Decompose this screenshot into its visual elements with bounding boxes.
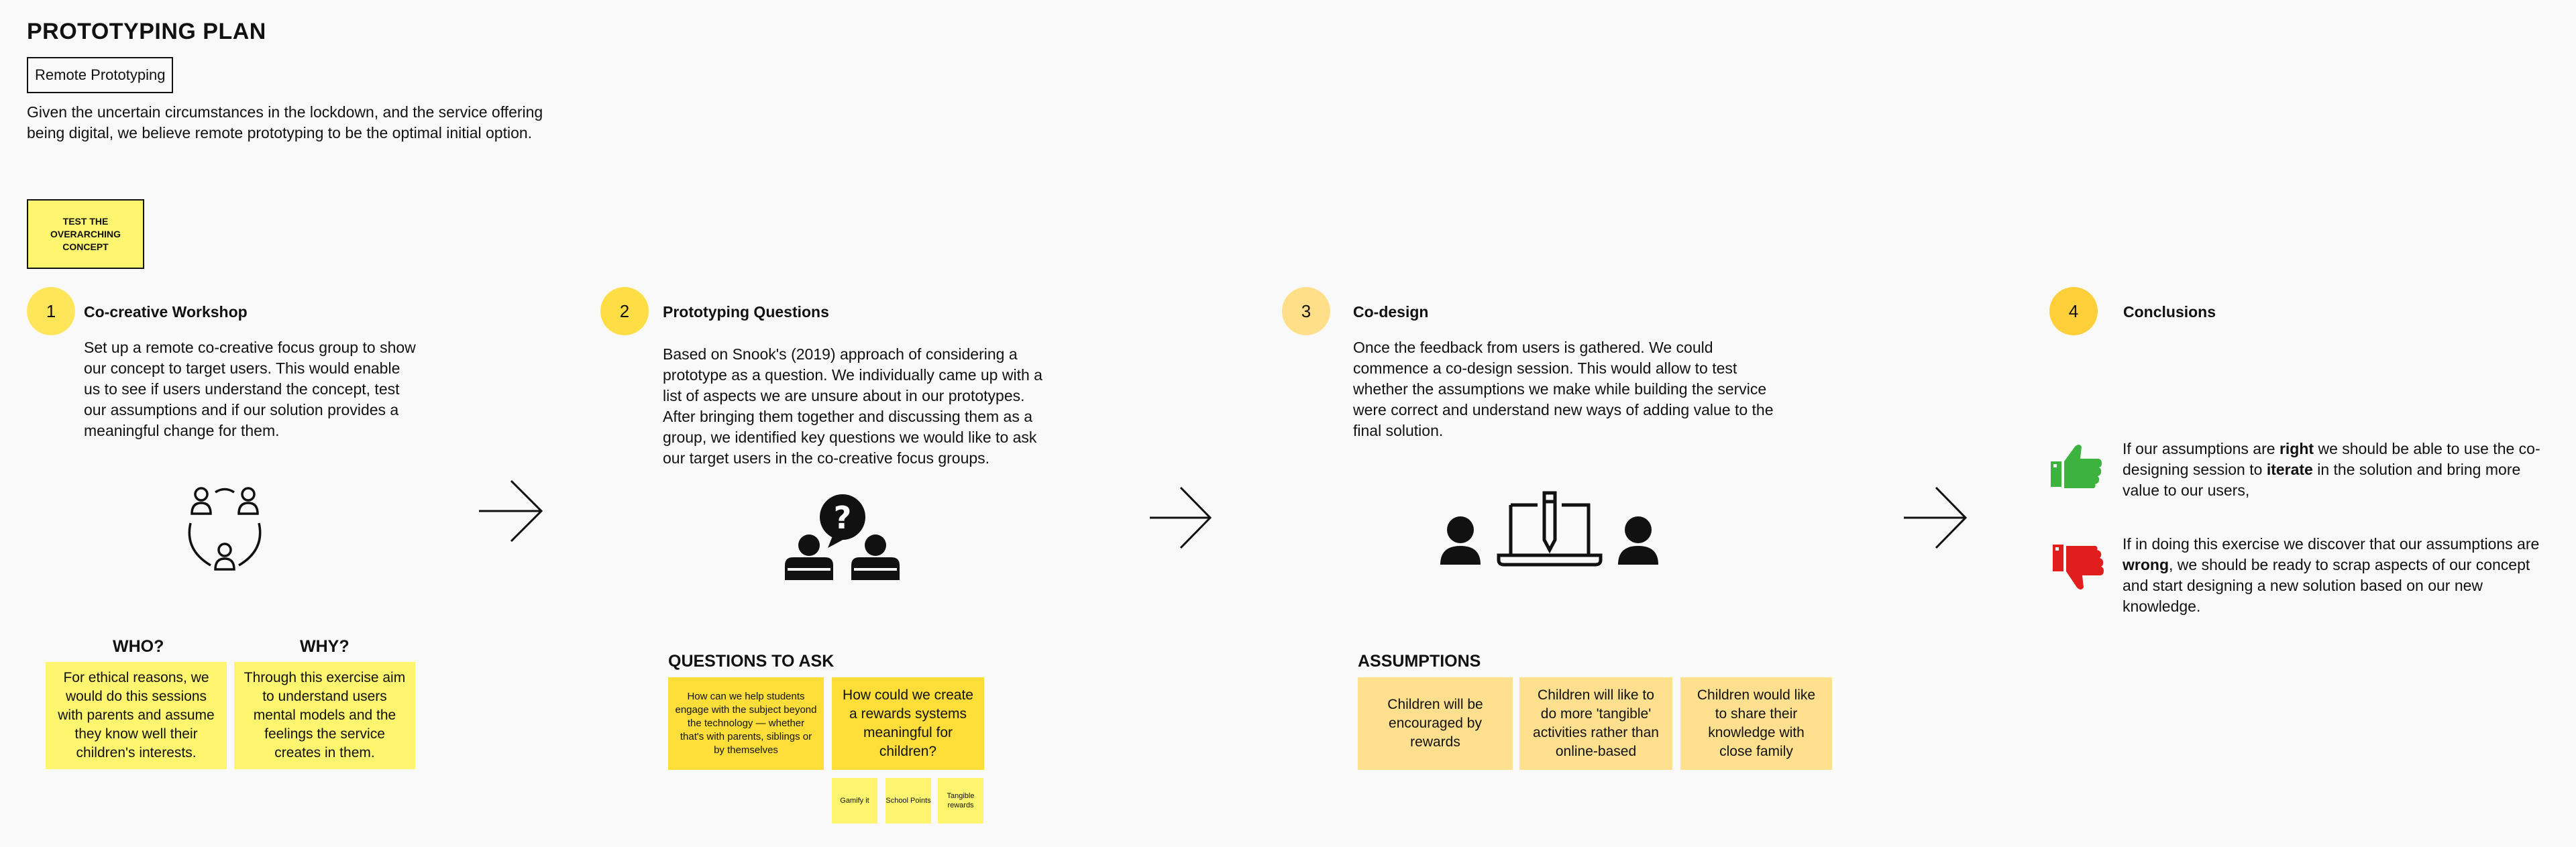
question-2-sticky: [832, 677, 984, 770]
assumption-3-text: Children would like to share their knowledge with close family: [1697, 687, 1816, 759]
assumptions-label: ASSUMPTIONS: [1358, 652, 1481, 671]
step-4-number: 4: [2049, 287, 2098, 335]
why-sticky-text: Through this exercise aim to understand users mental models and the feelings the service creates in them.: [244, 670, 406, 760]
conclusion-wrong-text: [2123, 534, 2559, 617]
question-1-sticky: [668, 677, 824, 770]
arrow-right-icon: [478, 477, 545, 545]
conclusion-wrong-bold-wrong: wrong: [2123, 556, 2169, 573]
who-sticky-text: For ethical reasons, we would do this sessions with parents and assume they know well their children's interests.: [58, 670, 215, 760]
questions-label: QUESTIONS TO ASK: [668, 652, 835, 671]
idea-tangible-rewards-text: Tangible rewards: [947, 792, 975, 809]
why-label: WHY?: [300, 637, 350, 656]
step-1-text: Set up a remote co-creative focus group to show our concept to target users. This would enable us to see if users understand the concept, test our assumptions and if our solution provides a meaningful change for them.: [84, 339, 416, 439]
conclusion-right-bold-iterate: iterate: [2266, 461, 2313, 478]
assumption-1-sticky: [1358, 677, 1513, 770]
step-3-text: Once the feedback from users is gathered. We could commence a co-design session. This would allow to test whether the assumptions we make while building the service were correct and understand new ways of adding value to the final solution.: [1353, 339, 1774, 439]
prototyping-type-tag: Remote Prototyping: [27, 57, 173, 93]
step-2-title: Prototyping Questions: [663, 303, 829, 321]
conclusion-right-text: [2123, 439, 2559, 501]
svg-text:?: ?: [833, 500, 852, 536]
step-3-number: 3: [1282, 287, 1330, 335]
step-3-title: Co-design: [1353, 303, 1429, 321]
idea-sticky-school-points: [885, 778, 931, 824]
who-label: WHO?: [113, 637, 164, 656]
assumption-1-text: Children will be encouraged by rewards: [1387, 697, 1483, 750]
question-1-text: How can we help students engage with the subject beyond the technology — whether that's with parents, siblings or by themselves: [675, 691, 817, 756]
arrow-right-icon: [1902, 484, 1968, 551]
conclusion-wrong-post: , we should be ready to scrap aspects of our concept and start designing a new solution based on our new knowledge.: [2123, 556, 2530, 615]
intro-text: Given the uncertain circumstances in the lockdown, and the service offering being digital, we believe remote prototyping to be the optimal initial option.: [27, 103, 543, 142]
idea-school-points-text: School Points: [885, 797, 931, 805]
thumbs-up-icon: [2049, 443, 2103, 490]
conclusion-right-mid: we should be able to use the co-designing session to: [2123, 440, 2540, 478]
assumption-3-sticky: [1680, 677, 1832, 770]
why-sticky-note: [234, 662, 415, 769]
step-1-number: 1: [27, 287, 75, 335]
question-2-text: How could we create a rewards systems meaningful for children?: [843, 687, 973, 759]
idea-sticky-tangible-rewards: [938, 778, 983, 824]
conclusion-wrong-pre: If in doing this exercise we discover that our assumptions are: [2123, 535, 2540, 553]
concept-sticky-note: [27, 199, 144, 269]
arrow-right-icon: [1148, 484, 1213, 551]
step-2-number: 2: [600, 287, 649, 335]
connected-people-icon: [181, 483, 268, 577]
co-design-icon: [1437, 490, 1665, 570]
who-sticky-note: [46, 662, 227, 769]
question-discussion-icon: [784, 493, 901, 580]
idea-sticky-gamify: [832, 778, 877, 824]
conclusion-right-post: in the solution and bring more value to our users,: [2123, 461, 2521, 499]
assumption-2-text: Children will like to do more 'tangible' activities rather than online-based: [1533, 687, 1659, 759]
conclusion-right-bold-right: right: [2279, 440, 2314, 457]
page-title: PROTOTYPING PLAN: [27, 19, 266, 44]
concept-sticky-note-text: TEST THE OVERARCHING CONCEPT: [50, 215, 121, 252]
step-1-title: Co-creative Workshop: [84, 303, 248, 321]
thumbs-down-icon: [2051, 543, 2105, 593]
assumption-2-sticky: [1519, 677, 1672, 770]
conclusion-right-pre: If our assumptions are: [2123, 440, 2279, 457]
idea-gamify-text: Gamify it: [840, 797, 869, 805]
step-2-text: Based on Snook's (2019) approach of considering a prototype as a question. We individually came up with a list of aspects we are unsure about in our prototypes. After bringing them together and discussing them as a group, we identified key questions we would like to ask our target users in the co-creative focus groups.: [663, 345, 1042, 467]
step-4-title: Conclusions: [2123, 303, 2216, 321]
